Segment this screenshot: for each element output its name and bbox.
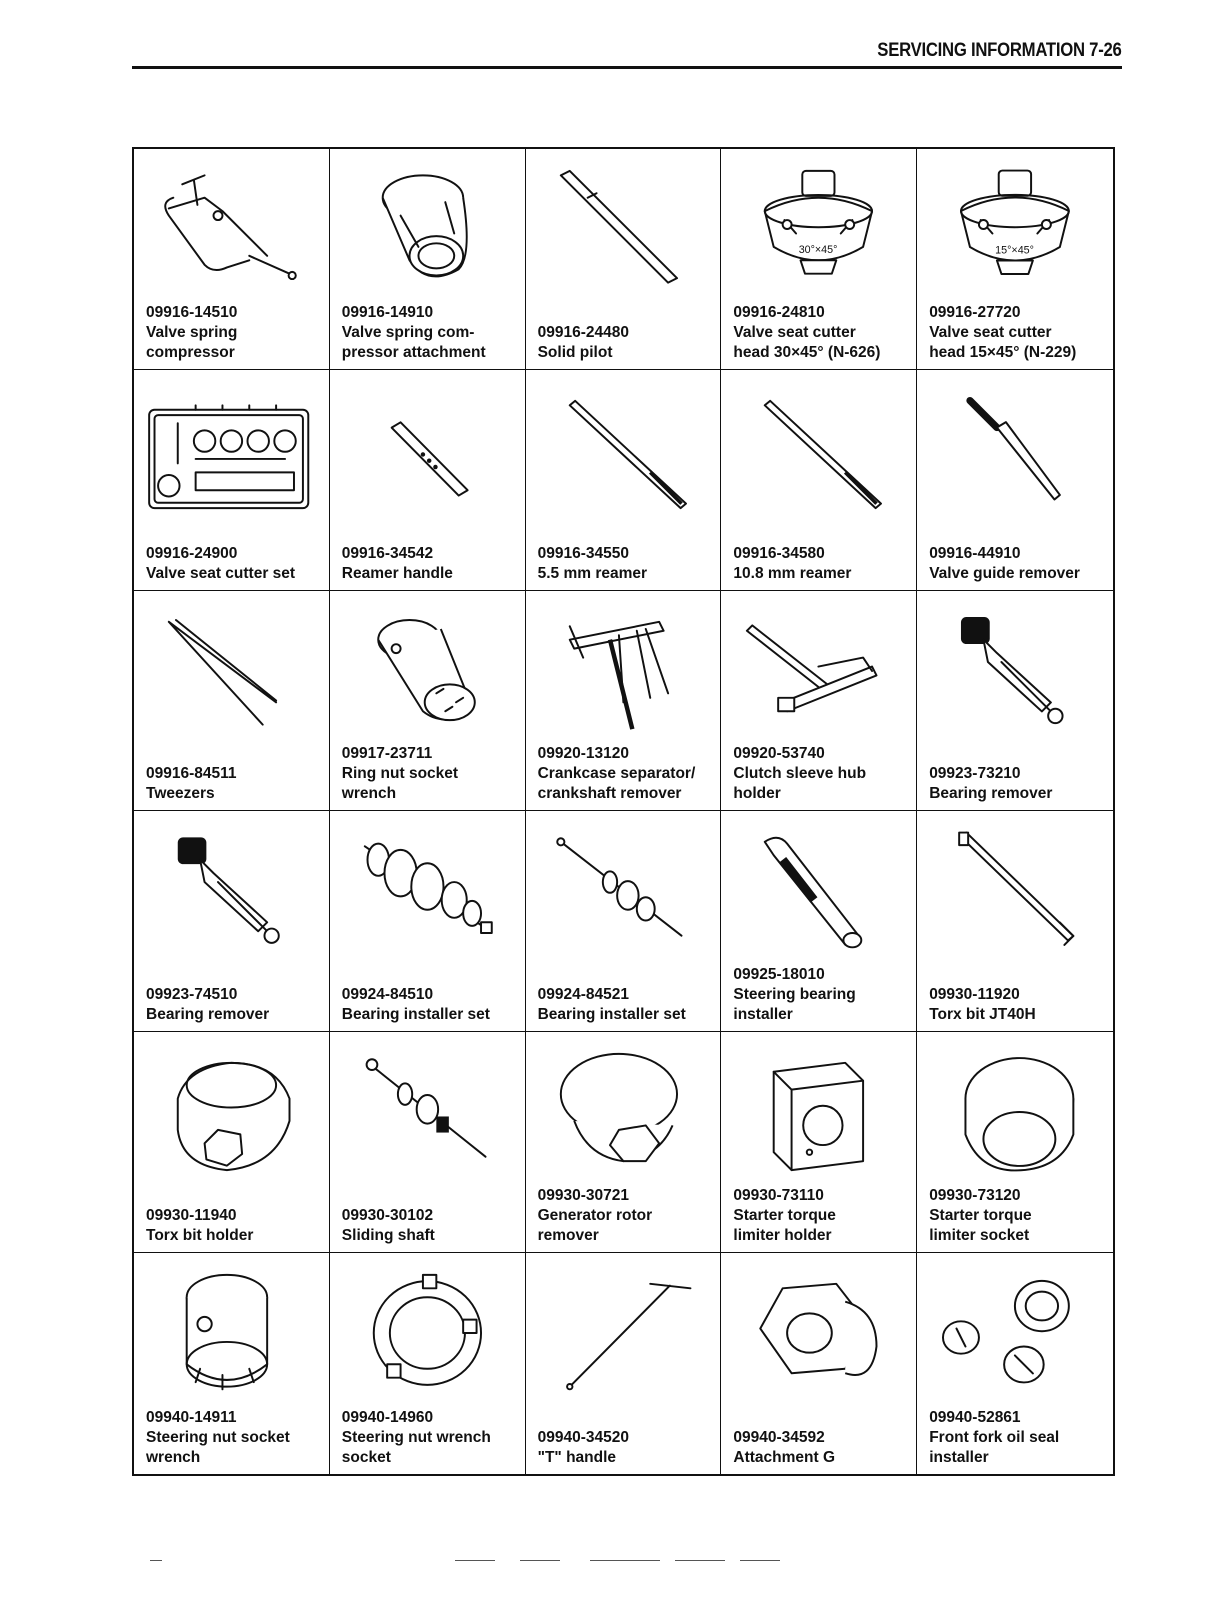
tool-description: Bearing installer set — [537, 1006, 686, 1024]
tool-description: "T" handle — [537, 1448, 617, 1466]
guide-remover-icon — [925, 376, 1105, 524]
steering-nut-wrench-icon — [338, 1259, 517, 1407]
tool-label — [342, 744, 521, 804]
tool-description: Valve spring — [146, 323, 238, 341]
part-number: 09930-11940 — [146, 1207, 237, 1225]
part-number: 09930-30102 — [341, 1207, 434, 1225]
tool-label — [538, 1428, 717, 1468]
tool-description: head 15×45° (N-229) — [929, 343, 1077, 361]
tool-description: Valve seat cutter set — [146, 564, 296, 582]
tool-description: Sliding shaft — [341, 1227, 435, 1245]
limiter-socket-icon — [925, 1038, 1105, 1186]
part-number: 09916-24900 — [146, 544, 238, 562]
tool-label — [146, 303, 325, 363]
steering-nut-socket-icon — [142, 1259, 321, 1407]
tool-cell — [721, 811, 917, 1032]
tool-label — [146, 544, 325, 584]
part-number: 09920-13120 — [537, 745, 629, 763]
tool-label — [538, 323, 717, 363]
tool-label — [929, 1186, 1109, 1246]
tool-description: Tweezers — [146, 785, 215, 803]
tool-label — [342, 1206, 521, 1246]
solid-pilot-icon — [534, 155, 713, 303]
part-number: 09916-34580 — [733, 544, 825, 562]
tool-description: Clutch sleeve hub — [733, 765, 867, 783]
tool-description: Reamer handle — [341, 564, 453, 582]
tool-label — [929, 985, 1109, 1025]
tool-description: remover — [537, 1227, 599, 1245]
tool-cell — [917, 370, 1113, 591]
tool-label — [733, 544, 912, 584]
part-number: 09924-84510 — [341, 986, 434, 1004]
tool-label — [929, 1408, 1109, 1468]
tool-description: Valve seat cutter — [733, 323, 856, 341]
part-number: 09940-34592 — [733, 1428, 825, 1446]
tool-label — [146, 1408, 325, 1468]
tool-description: Front fork oil seal — [929, 1428, 1060, 1446]
part-number: 09930-73110 — [733, 1187, 824, 1205]
bearing-installer-small-icon — [534, 817, 713, 965]
part-number: 09930-73120 — [929, 1187, 1021, 1205]
tool-cell — [917, 1253, 1113, 1474]
page-header — [132, 38, 1122, 69]
tool-cell — [721, 1253, 917, 1474]
part-number: 09917-23711 — [341, 745, 433, 763]
tool-cell — [917, 811, 1113, 1032]
tool-description: Bearing installer set — [341, 1006, 490, 1024]
tool-label — [733, 1186, 912, 1246]
tool-description: holder — [733, 785, 781, 803]
tool-label — [929, 764, 1109, 804]
tool-label — [733, 303, 912, 363]
tool-cell — [134, 370, 330, 591]
tool-cell — [330, 811, 526, 1032]
part-number: 09940-34520 — [537, 1428, 629, 1446]
part-number: 09930-30721 — [537, 1187, 629, 1205]
valve-seat-cutter-icon — [729, 155, 908, 303]
tool-cell — [330, 370, 526, 591]
tool-cell — [330, 1032, 526, 1253]
tool-cell — [134, 1032, 330, 1253]
reamer-handle-icon — [338, 376, 517, 524]
part-number: 09916-34542 — [341, 544, 434, 562]
tool-cell — [526, 1032, 722, 1253]
steering-bearing-installer-icon — [729, 817, 908, 965]
tool-label — [342, 303, 521, 363]
special-tools-table — [132, 147, 1115, 1476]
tool-cell — [526, 370, 722, 591]
attachment-g-icon — [729, 1259, 908, 1407]
tool-label — [146, 985, 325, 1025]
part-number: 09916-84511 — [146, 765, 237, 783]
part-number: 09916-27720 — [929, 303, 1021, 321]
tool-description: Valve guide remover — [929, 564, 1080, 582]
tool-cell — [721, 1032, 917, 1253]
tool-label — [929, 544, 1109, 584]
footer-rule-marks — [150, 1560, 800, 1564]
tool-cell — [526, 591, 722, 812]
tool-label — [342, 985, 521, 1025]
torx-bit-icon — [925, 817, 1105, 965]
tool-label — [342, 544, 521, 584]
tool-label — [538, 544, 717, 584]
sliding-shaft-icon — [338, 1038, 517, 1186]
reamer-icon — [729, 376, 908, 524]
part-number: 09940-14960 — [341, 1408, 434, 1426]
tool-description: Generator rotor — [537, 1207, 653, 1225]
tweezers-icon — [142, 597, 321, 745]
cutter-angle-marking: 15°×45° — [995, 244, 1035, 257]
tool-description: wrench — [146, 1448, 201, 1466]
clutch-hub-holder-icon — [729, 597, 908, 745]
tool-description: head 30×45° (N-626) — [733, 343, 881, 361]
tool-cell — [917, 591, 1113, 812]
tool-label — [929, 303, 1109, 363]
tool-description: Crankcase separator/ — [537, 765, 696, 783]
part-number: 09925-18010 — [733, 966, 825, 984]
tool-description: limiter holder — [733, 1227, 832, 1245]
tool-description: Valve seat cutter — [929, 323, 1052, 341]
tool-description: Attachment G — [733, 1448, 836, 1466]
tool-cell — [721, 370, 917, 591]
tool-description: Starter torque — [929, 1207, 1032, 1225]
tool-description: Valve spring com- — [341, 323, 475, 341]
tool-cell — [134, 149, 330, 370]
compressor-attachment-icon — [338, 155, 517, 303]
tool-description: Torx bit holder — [146, 1227, 254, 1245]
tool-label — [733, 744, 912, 804]
tool-cell — [526, 811, 722, 1032]
tool-cell — [134, 1253, 330, 1474]
part-number: 09940-52861 — [929, 1408, 1021, 1426]
tool-description: Solid pilot — [537, 343, 613, 361]
tool-cell — [721, 591, 917, 812]
tool-description: crankshaft remover — [537, 785, 682, 803]
part-number: 09940-14911 — [146, 1408, 237, 1426]
part-number: 09930-11920 — [929, 986, 1020, 1004]
tool-description: 10.8 mm reamer — [733, 564, 852, 582]
tool-cell — [526, 149, 722, 370]
tool-label — [733, 965, 912, 1025]
tool-cell — [526, 1253, 722, 1474]
tool-description: Bearing remover — [146, 1006, 270, 1024]
part-number: 09916-24810 — [733, 303, 825, 321]
part-number: 09916-14510 — [146, 303, 238, 321]
tool-cell — [134, 811, 330, 1032]
bearing-remover-icon — [142, 817, 321, 965]
tool-label — [146, 1206, 325, 1246]
tool-description: socket — [341, 1448, 391, 1466]
fork-seal-installer-icon — [925, 1259, 1105, 1407]
tool-description: Steering nut wrench — [341, 1428, 491, 1446]
limiter-holder-icon — [729, 1038, 908, 1186]
tool-description: Steering bearing — [733, 986, 856, 1004]
reamer-icon — [534, 376, 713, 524]
rotor-remover-icon — [534, 1038, 713, 1186]
tool-cell — [917, 1032, 1113, 1253]
part-number: 09923-74510 — [146, 986, 238, 1004]
tool-label — [733, 1428, 912, 1468]
bearing-remover-icon — [925, 597, 1105, 745]
tool-description: limiter socket — [929, 1227, 1030, 1245]
tool-cell — [917, 149, 1113, 370]
valve-seat-cutter-icon — [925, 155, 1105, 303]
cutter-set-case-icon — [142, 376, 321, 524]
tool-description: Torx bit JT40H — [929, 1006, 1036, 1024]
tool-description: 5.5 mm reamer — [537, 564, 648, 582]
t-handle-icon — [534, 1259, 713, 1407]
ring-nut-socket-icon — [338, 597, 517, 745]
tool-label — [538, 744, 717, 804]
tool-cell — [721, 149, 917, 370]
tool-description: Bearing remover — [929, 785, 1053, 803]
crankcase-separator-icon — [534, 597, 713, 745]
tool-cell — [330, 149, 526, 370]
part-number: 09923-73210 — [929, 765, 1021, 783]
tool-description: wrench — [341, 785, 397, 803]
part-number: 09924-84521 — [537, 986, 629, 1004]
tool-label — [146, 764, 325, 804]
tool-description: Starter torque — [733, 1207, 836, 1225]
tool-label — [538, 1186, 717, 1246]
tool-cell — [134, 591, 330, 812]
tool-label — [538, 985, 717, 1025]
torx-bit-holder-icon — [142, 1038, 321, 1186]
part-number: 09916-24480 — [537, 323, 629, 341]
tool-description: pressor attachment — [341, 343, 486, 361]
part-number: 09916-44910 — [929, 544, 1021, 562]
part-number: 09916-14910 — [341, 303, 434, 321]
tool-description: Ring nut socket — [341, 765, 459, 783]
tool-description: installer — [733, 1006, 793, 1024]
page-title: SERVICING INFORMATION 7-26 — [877, 40, 1122, 61]
part-number: 09920-53740 — [733, 745, 825, 763]
tool-cell — [330, 1253, 526, 1474]
tool-description: installer — [929, 1448, 989, 1466]
tool-description: compressor — [146, 343, 235, 361]
valve-spring-compressor-icon — [142, 155, 321, 303]
tool-cell — [330, 591, 526, 812]
cutter-angle-marking: 30°×45° — [799, 244, 838, 257]
tool-description: Steering nut socket — [146, 1428, 290, 1446]
part-number: 09916-34550 — [537, 544, 629, 562]
bearing-installer-set-icon — [338, 817, 517, 965]
tool-label — [342, 1408, 521, 1468]
